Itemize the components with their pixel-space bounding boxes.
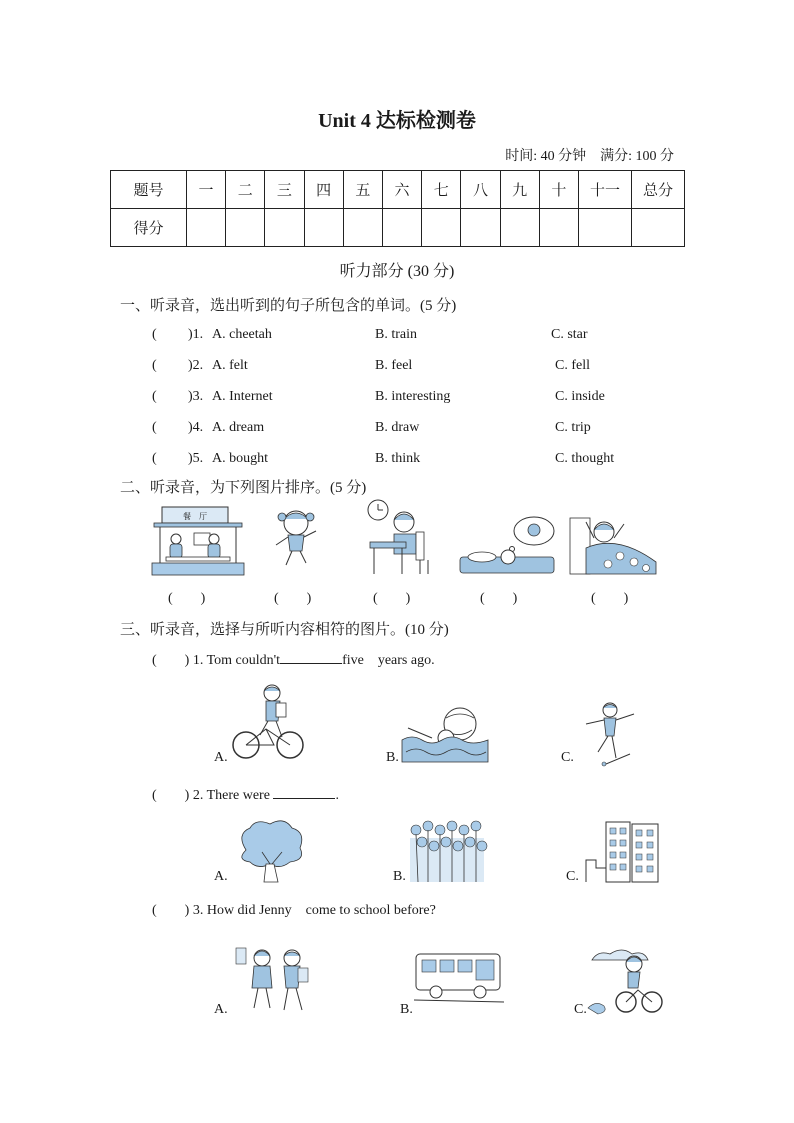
boy-swimming-picture [402, 706, 488, 766]
answer-paren-open[interactable]: ( [152, 327, 157, 342]
score-header-cell: 七 [422, 171, 461, 209]
order-answer-paren[interactable]: ( ) [591, 591, 629, 606]
score-table [110, 170, 685, 247]
option-a: A. cheetah [212, 327, 272, 342]
option-c-label[interactable]: C. [561, 750, 574, 765]
option-b-label[interactable]: B. [393, 869, 406, 884]
option-b: B. draw [375, 420, 420, 435]
order-answer-paren[interactable]: ( ) [274, 591, 312, 606]
waking-up-picture [568, 512, 658, 576]
score-header-cell: 十 [539, 171, 578, 209]
score-header-cell: 一 [186, 171, 225, 209]
time-info: 时间: 40 分钟 满分: 100 分 [505, 149, 674, 164]
option-a-label[interactable]: A. [214, 869, 228, 884]
sleeping-dream-picture [458, 515, 558, 577]
score-table-score-row [111, 209, 685, 247]
answer-paren-open[interactable]: ( [152, 389, 157, 404]
boy-riding-bike-picture [230, 683, 306, 763]
answer-paren-open[interactable]: ( [152, 358, 157, 373]
section3-title: 三、听录音，选择与所听内容相符的图片。(10 分) [120, 622, 449, 638]
answer-blank[interactable] [273, 798, 335, 799]
option-a-label[interactable]: A. [214, 1002, 228, 1017]
question-2-tail: . [335, 788, 339, 803]
item-number: )1. [188, 327, 204, 342]
score-cell[interactable] [632, 209, 685, 247]
score-header-cell: 八 [461, 171, 500, 209]
section1-title: 一、听录音，选出听到的句子所包含的单词。(5 分) [120, 298, 457, 314]
order-answer-paren[interactable]: ( ) [373, 591, 411, 606]
score-header-cell: 九 [500, 171, 539, 209]
question-2 [152, 784, 339, 804]
page-title: Unit 4 达标检测卷 [318, 110, 476, 132]
option-c-label[interactable]: C. [566, 869, 579, 884]
girl-running-picture [268, 505, 324, 569]
score-cell[interactable] [539, 209, 578, 247]
score-header-cell: 二 [226, 171, 265, 209]
option-c: C. inside [555, 389, 605, 404]
boy-skating-picture [580, 700, 638, 768]
restaurant-picture [152, 505, 244, 577]
score-header-cell: 四 [304, 171, 343, 209]
flowers-picture [406, 820, 488, 884]
option-a: A. dream [212, 420, 265, 435]
restaurant-sign-text: 餐 厅 [183, 512, 207, 521]
score-cell[interactable] [226, 209, 265, 247]
question-3 [152, 899, 436, 919]
score-header-cell: 总分 [632, 171, 685, 209]
score-cell[interactable] [422, 209, 461, 247]
buildings-picture [584, 820, 660, 884]
answer-paren-open[interactable]: ( [152, 420, 157, 435]
question-2-text: ) 2. There were [184, 788, 270, 803]
option-c: C. thought [555, 451, 615, 466]
boy-at-desk-picture [364, 498, 434, 578]
order-answer-paren[interactable]: ( ) [480, 591, 518, 606]
answer-paren-open[interactable]: ( [152, 653, 185, 668]
option-b: B. feel [375, 358, 413, 373]
question-1-tail: five years ago. [342, 653, 435, 668]
score-header-cell: 五 [343, 171, 382, 209]
option-b: B. interesting [375, 389, 451, 404]
option-c-label[interactable]: C. [574, 1002, 587, 1017]
question-3-text: ) 3. How did Jenny come to school before? [184, 903, 436, 918]
option-c: C. star [551, 327, 588, 342]
answer-paren-open[interactable]: ( [152, 451, 157, 466]
option-b: B. train [375, 327, 417, 342]
score-cell[interactable] [343, 209, 382, 247]
order-answer-paren[interactable]: ( ) [168, 591, 206, 606]
option-a: A. bought [212, 451, 268, 466]
score-cell[interactable] [186, 209, 225, 247]
score-header-cell: 三 [265, 171, 304, 209]
item-number: )5. [188, 451, 204, 466]
score-cell[interactable] [382, 209, 421, 247]
option-a: A. Internet [212, 389, 273, 404]
option-a: A. felt [212, 358, 248, 373]
question-1-text: ) 1. Tom couldn't [184, 653, 281, 668]
answer-paren-open[interactable]: ( [152, 788, 185, 803]
item-number: )3. [188, 389, 204, 404]
answer-paren-open[interactable]: ( [152, 903, 185, 918]
score-header-cell: 题号 [111, 171, 187, 209]
answer-blank[interactable] [280, 663, 342, 664]
item-number: )4. [188, 420, 204, 435]
listening-header: 听力部分 (30 分) [339, 263, 455, 280]
score-cell[interactable] [304, 209, 343, 247]
score-cell[interactable] [265, 209, 304, 247]
score-header-cell: 六 [382, 171, 421, 209]
option-a-label[interactable]: A. [214, 750, 228, 765]
item-number: )2. [188, 358, 204, 373]
score-table-header-row [111, 171, 685, 209]
score-cell[interactable] [579, 209, 632, 247]
score-cell[interactable] [500, 209, 539, 247]
tree-picture [236, 820, 306, 884]
option-b-label[interactable]: B. [386, 750, 399, 765]
option-c: C. trip [555, 420, 591, 435]
option-c: C. fell [555, 358, 590, 373]
question-1 [152, 649, 435, 669]
score-cell[interactable] [461, 209, 500, 247]
score-header-cell: 十一 [579, 171, 632, 209]
girl-cycling-picture [588, 946, 664, 1016]
section2-title: 二、听录音，为下列图片排序。(5 分) [120, 480, 367, 496]
kids-walking-picture [236, 942, 316, 1016]
bus-picture [414, 950, 506, 1006]
score-row-label: 得分 [111, 209, 187, 247]
option-b-label[interactable]: B. [400, 1002, 413, 1017]
option-b: B. think [375, 451, 421, 466]
